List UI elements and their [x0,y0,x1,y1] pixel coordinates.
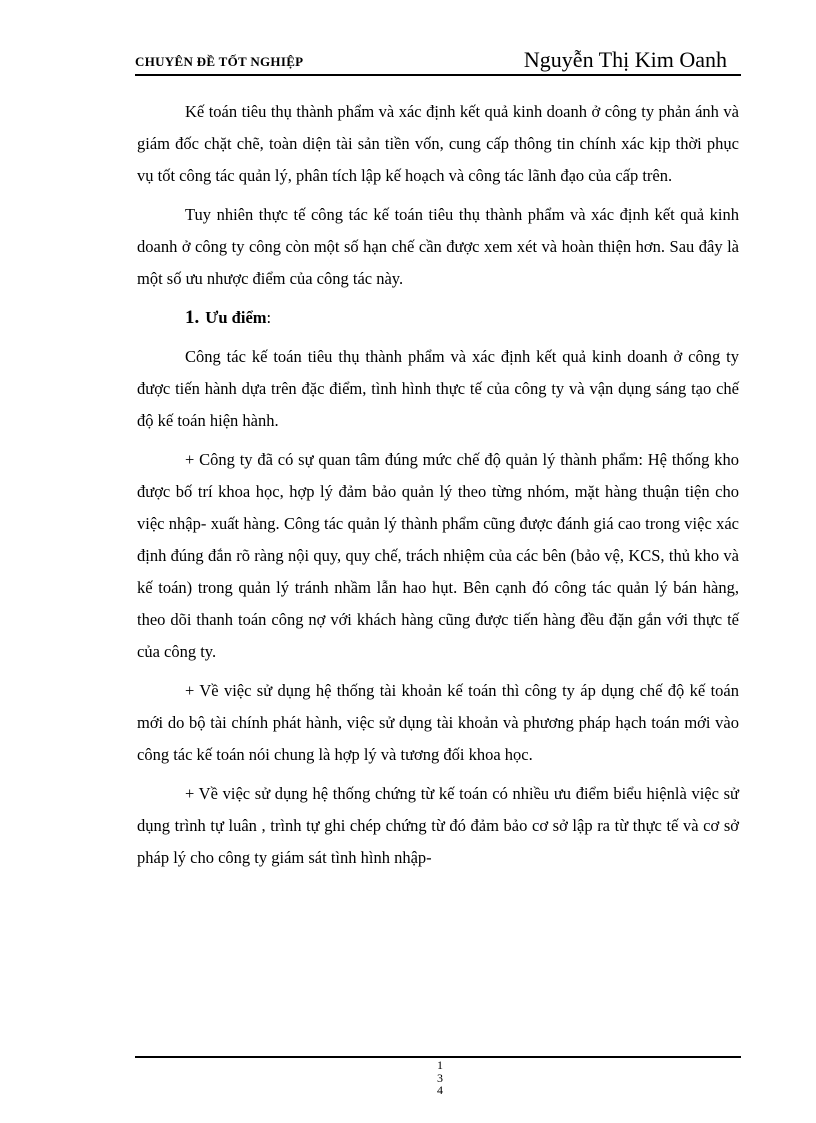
paragraph-2: Tuy nhiên thực tế công tác kế toán tiêu thụ thành phẩm và xác định kết quả kinh doanh ở công ty công còn một số hạn chế cần được xem xét và hoàn thiện hơn. Sau đây là một số ưu nhược điểm của công tác này. [137,205,739,288]
section-heading [137,302,739,334]
page-number-digit: 1 [437,1058,443,1072]
section-title: Ưu điểm [205,308,267,327]
paragraph-1: Kế toán tiêu thụ thành phẩm và xác định kết quả kinh doanh ở công ty phản ánh và giám đốc chặt chẽ, toàn diện tài sản tiền vốn, cung cấp thông tin chính xác kịp thời phục vụ tốt công tác quản lý, phân tích lập kế hoạch và công tác lãnh đạo của cấp trên. [137,102,739,185]
page-number-digit: 4 [437,1083,443,1097]
author-name: Nguyễn Thị Kim Oanh [523,47,727,72]
section-paragraph-2: + Công ty đã có sự quan tâm đúng mức chế độ quản lý thành phẩm: Hệ thống kho được bố trí khoa học, hợp lý đảm bảo quản lý theo từng nhóm, mặt hàng thuận tiện cho việc nhập- xuất hàng. Công tác quản lý thành phẩm cũng được đánh giá cao trong việc xác định đúng đắn rõ ràng nội quy, quy chế, trách nhiệm của các bên (bảo vệ, KCS, thủ kho và kế toán) trong quản lý tránh nhầm lẫn hao hụt. Bên cạnh đó công tác quản lý bán hàng, theo dõi thanh toán công nợ với khách hàng cũng được tiến hàng đều đặn gắn với thực tế của công ty. [137,450,739,661]
page-number [428,1059,452,1097]
section-paragraph-3: + Về việc sử dụng hệ thống tài khoản kế toán thì công ty áp dụng chế độ kế toán mới do bộ tài chính phát hành, việc sử dụng tài khoản và phương pháp hạch toán mới vào công tác kế toán nói chung là hợp lý và tương đối khoa học. [137,681,739,764]
section-paragraph-4: + Về việc sử dụng hệ thống chứng từ kế toán có nhiều ưu điểm biểu hiệnlà việc sử dụng trình tự luân , trình tự ghi chép chứng từ đó đảm bảo cơ sở lập ra từ thực tế và cơ sở pháp lý cho công ty giám sát tình hình nhập- [137,784,739,867]
page-number-digit: 3 [437,1070,443,1085]
document-type-label: CHUYÊN ĐỀ TỐT NGHIỆP [135,54,304,69]
section-paragraph-1: Công tác kế toán tiêu thụ thành phẩm và xác định kết quả kinh doanh ở công ty được tiến hành dựa trên đặc điểm, tình hình thực tế của công ty và vận dụng sáng tạo chế độ kế toán hiện hành. [137,347,739,430]
page-header [135,44,741,76]
section-title-suffix: : [266,308,272,327]
section-number: 1. [185,307,200,328]
document-body [137,96,739,881]
